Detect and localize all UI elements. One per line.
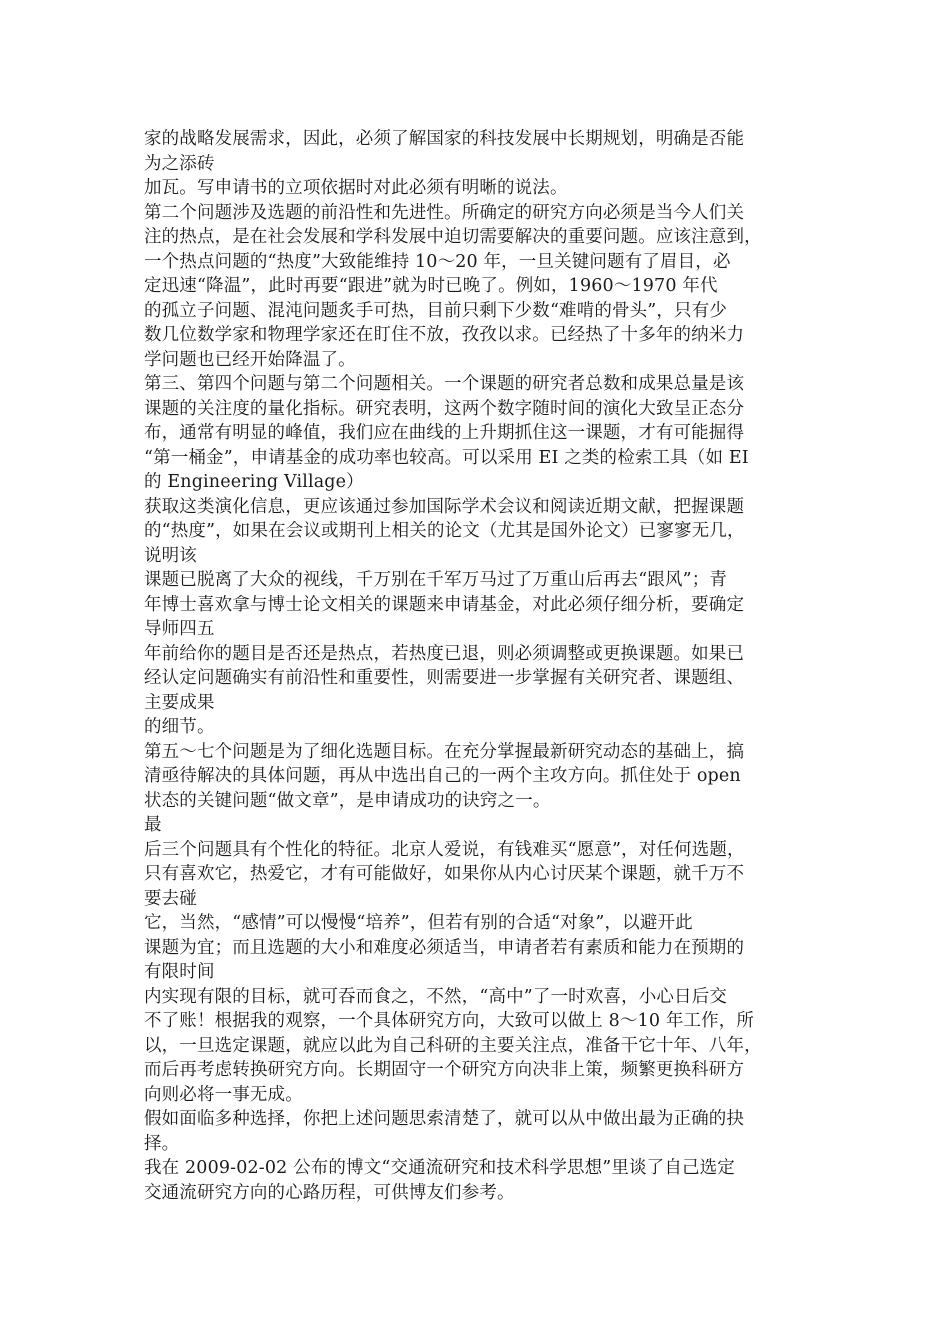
text-line: 第二个问题涉及选题的前沿性和先进性。所确定的研究方向必须是当今人们关 — [144, 202, 745, 223]
text-line: 年前给你的题目是否还是热点，若热度已退，则必须调整或更换课题。如果已 — [144, 643, 745, 664]
text-line: 说明该 — [144, 545, 197, 566]
text-line: 交通流研究方向的心路历程，可供博友们参考。 — [144, 1182, 515, 1203]
text-line: 年博士喜欢拿与博士论文相关的课题来申请基金，对此必须仔细分析，要确定 — [144, 594, 745, 615]
text-line: 第五～七个问题是为了细化选题目标。在充分掌握最新研究动态的基础上，搞 — [144, 741, 745, 762]
text-line: 加瓦。写申请书的立项依据时对此必须有明晰的说法。 — [144, 178, 568, 198]
text-line: 只有喜欢它，热爱它，才有可能做好，如果你从内心讨厌某个课题，就千万不 — [144, 864, 745, 884]
text-line: 要去碰 — [144, 888, 197, 909]
text-line: 假如面临多种选择，你把上述问题思索清楚了，就可以从中做出最为正确的抉 — [144, 1109, 745, 1129]
text-line: 获取这类演化信息，更应该通过参加国际学术会议和阅读近期文献，把握课题 — [144, 496, 745, 517]
text-line: 学问题也已经开始降温了。 — [144, 349, 356, 370]
text-line: “第一桶金”，申请基金的成功率也较高。可以采用 EI 之类的检索工具（如 EI — [144, 447, 749, 468]
text-line: 家的战略发展需求，因此，必须了解国家的科技发展中长期规划，明确是否能 — [144, 129, 745, 149]
text-line: 注的热点，是在社会发展和学科发展中迫切需要解决的重要问题。应该注意到， — [144, 227, 762, 247]
text-line: 课题的关注度的量化指标。研究表明，这两个数字随时间的演化大致呈正态分 — [144, 398, 745, 419]
text-line: 向则必将一事无成。 — [144, 1084, 303, 1105]
text-line: 而后再考虑转换研究方向。长期固守一个研究方向决非上策，频繁更换科研方 — [144, 1060, 745, 1080]
text-line: 一个热点问题的“热度”大致能维持 10～20 年，一旦关键问题有了眉目，必 — [144, 251, 731, 272]
text-line: 不了账！根据我的观察，一个具体研究方向，大致可以做上 8～10 年工作，所 — [144, 1011, 755, 1031]
text-line: 定迅速“降温”，此时再要“跟进”就为时已晚了。例如，1960～1970 年代 — [144, 276, 718, 296]
text-line: 最 — [144, 815, 162, 835]
text-line: 我在 2009-02-02 公布的博文“交通流研究和技术科学思想”里谈了自己选定 — [144, 1158, 735, 1178]
text-line: 的 Engineering Village） — [144, 472, 364, 492]
text-line: 有限时间 — [144, 962, 215, 982]
text-line: 的孤立子问题、混沌问题炙手可热，目前只剩下少数“难啃的骨头”，只有少 — [144, 300, 727, 321]
text-line: 布，通常有明显的峰值，我们应在曲线的上升期抓住这一课题，才有可能掘得 — [144, 423, 745, 443]
text-line: 的“热度”，如果在会议或期刊上相关的论文（尤其是国外论文）已寥寥无几， — [144, 521, 745, 541]
text-line: 导师四五 — [144, 619, 215, 639]
text-line: 清亟待解决的具体问题，再从中选出自己的一两个主攻方向。抓住处于 open — [144, 766, 741, 786]
text-line: 后三个问题具有个性化的特征。北京人爱说，有钱难买“愿意”，对任何选题， — [144, 839, 745, 860]
text-line: 它，当然，“感情”可以慢慢“培养”，但若有别的合适“对象”，以避开此 — [144, 913, 693, 933]
text-line: 择。 — [144, 1133, 180, 1154]
text-line: 以，一旦选定课题，就应以此为自己科研的主要关注点，准备干它十年、八年， — [144, 1035, 762, 1056]
text-line: 为之添砖 — [144, 153, 215, 174]
text-line: 课题已脱离了大众的视线，千万别在千军万马过了万重山后再去“跟风”；青 — [144, 570, 727, 590]
text-line: 状态的关键问题“做文章”，是申请成功的诀窍之一。 — [144, 790, 551, 811]
text-line: 内实现有限的目标，就可吞而食之，不然，“高中”了一时欢喜，小心日后交 — [144, 986, 727, 1007]
text-line: 经认定问题确实有前沿性和重要性，则需要进一步掌握有关研究者、课题组、 — [144, 668, 745, 688]
text-line: 第三、第四个问题与第二个问题相关。一个课题的研究者总数和成果总量是该 — [144, 374, 745, 394]
document-body — [144, 127, 814, 1205]
text-line: 主要成果 — [144, 692, 215, 713]
text-line: 数几位数学家和物理学家还在盯住不放，孜孜以求。已经热了十多年的纳米力 — [144, 325, 745, 345]
text-line: 课题为宜；而且选题的大小和难度必须适当，申请者若有素质和能力在预期的 — [144, 937, 745, 958]
text-line: 的细节。 — [144, 717, 215, 737]
